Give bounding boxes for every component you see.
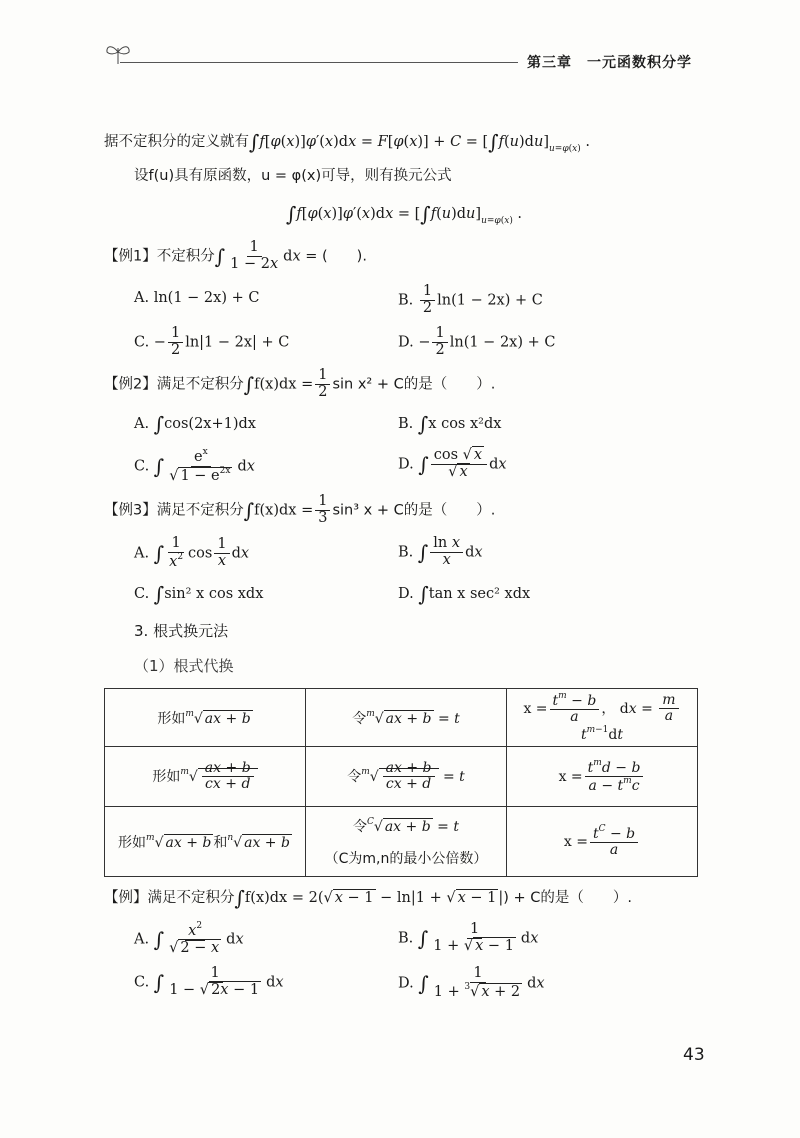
table-cell-result: x = $\frac{t^C - b}{a}$ xyxy=(507,807,698,877)
table-row xyxy=(105,807,698,877)
example4-option-b[interactable]: B. ∫ $\frac{1}{1 + √ x - 1}$ dx xyxy=(398,921,539,954)
example4-option-c[interactable]: C. ∫ $\frac{1}{1 - √ 2x - 1}$ dx xyxy=(134,965,284,998)
example3-option-b[interactable]: B. ∫ $\frac{\text{ln x}}{x}$ dx xyxy=(398,535,483,568)
example2-option-c[interactable]: C. ∫ $\frac{e^x}{√ 1 - e^{2x}}$ dx xyxy=(134,447,255,484)
example3-option-c[interactable]: C. ∫sin² x cos xdx xyxy=(134,582,264,606)
setup-line: 设f(u)具有原函数，u = φ(x)可导，则有换元公式 xyxy=(134,168,452,184)
table-cell-form: 形如$^m$√ ax + b 和$^n$√ ax + b xyxy=(105,807,306,877)
example3-option-a[interactable]: A. ∫ $\frac{1}{x^2}$ cos $\frac{1}{x}$ dx xyxy=(134,535,250,570)
section-subtitle: （1）根式代换 xyxy=(134,657,234,675)
example4-option-a[interactable]: A. ∫ $\frac{x^2}{√ 2 - x}$ dx xyxy=(134,921,244,956)
table-cell-form: 形如$^m$√ $\frac{ax + b}{cx + d}$ xyxy=(105,747,306,807)
example2-option-a[interactable]: A. ∫cos(2x+1)dx xyxy=(134,412,256,436)
section-title: 3. 根式换元法 xyxy=(134,622,229,640)
table-row xyxy=(105,689,698,747)
table-cell-result: x = $t^md - b$ $a - t^mc$ xyxy=(507,747,698,807)
table-cell-result: x = $\frac{t^m - b}{a}$ ， dx = $\frac{m}{a}$ $t^{m-1}dt$ xyxy=(507,689,698,747)
example3-option-d[interactable]: D. ∫tan x sec² xdx xyxy=(398,582,531,606)
lcm-note: （C为m,n的最小公倍数） xyxy=(324,850,488,867)
chapter-title: 第三章 一元函数积分学 xyxy=(527,55,692,71)
table-cell-form: 形如$^m$√ ax + b xyxy=(105,689,306,747)
example4-question: 【例】满足不定积分∫f(x)dx = 2(√ x − 1 − ln|1 + √ x − 1 |) + C的是（ ）. xyxy=(104,886,633,910)
example1-option-c[interactable]: C. − $\frac{1}{2}$ ln|1 − 2x| + C xyxy=(134,325,290,358)
definition-line: 据不定积分的定义就有$\int f[\varphi(x)]\varphi'(x)dx = F[\varphi(x)] + C = [\int f(u)du]_{u=\varphi(x)}$ . xyxy=(104,130,590,154)
example2-question: 【例2】满足不定积分∫f(x)dx = $\frac{1}{2}$ sin x² + C的是（ ）. xyxy=(104,367,496,400)
example1-option-d[interactable]: D. − $\frac{1}{2}$ ln(1 − 2x) + C xyxy=(398,325,556,358)
example3-question: 【例3】满足不定积分∫f(x)dx = $\frac{1}{3}$ sin³ x + C的是（ ）. xyxy=(104,493,496,526)
radical-substitution-table xyxy=(104,688,698,877)
example1-option-b[interactable]: B. $\frac{1}{2}$ ln(1 − 2x) + C xyxy=(398,283,543,316)
table-cell-substitution: 令$^C$√ ax + b = t （C为m,n的最小公倍数） xyxy=(306,807,507,877)
substitution-formula: $\int f[\varphi(x)]\varphi'(x)dx = [\int f(u)du]_{u=\varphi(x)}$ . xyxy=(286,202,523,226)
page-number: 43 xyxy=(683,1045,705,1065)
header-rule xyxy=(120,62,518,63)
table-cell-substitution: 令$^m$√ ax + b = t xyxy=(306,689,507,747)
example4-option-d[interactable]: D. ∫ $\frac{1}{1 + ^3√ x + 2}$ dx xyxy=(398,965,545,1000)
example2-option-b[interactable]: B. ∫x cos x²dx xyxy=(398,412,502,436)
table-cell-substitution: 令$^m$√ $\frac{ax + b}{cx + d}$ = t xyxy=(306,747,507,807)
example2-option-d[interactable]: D. ∫ $\frac{\cos √ x}{√ x}$ dx xyxy=(398,447,507,480)
example1-option-a[interactable]: A. ln(1 − 2x) + C xyxy=(134,290,260,306)
table-row xyxy=(105,747,698,807)
example1-question: 【例1】不定积分∫ $\frac{1}{1 - 2x}$ dx = ( ). xyxy=(104,239,367,272)
